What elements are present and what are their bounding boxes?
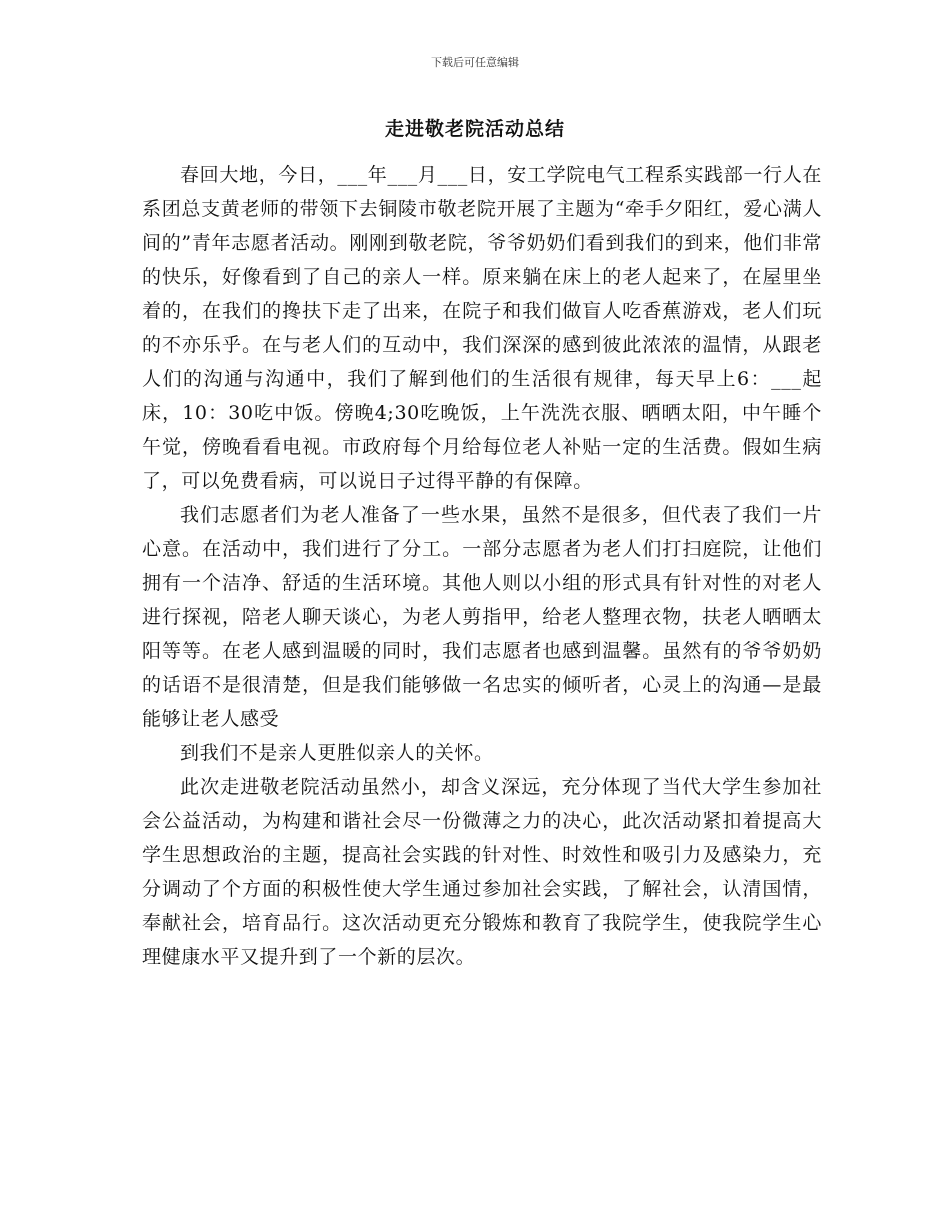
paragraph: 此次走进敬老院活动虽然小，却含义深远，充分体现了当代大学生参加社会公益活动，为构建和谐社会尽一份微薄之力的决心，此次活动紧扣着提高大学生思想政治的主题，提高社会实践的针对性、时效性和吸引力及感染力，充分调动了个方面的积极性使大学生通过参加社会实践，了解社会，认清国情，奉献社会，培育品行。这次活动更充分锻炼和教育了我院学生，使我院学生心理健康水平又提升到了一个新的层次。 xyxy=(142,776,822,968)
paragraph: 到我们不是亲人更胜似亲人的关怀。 xyxy=(180,742,494,764)
document-body xyxy=(142,158,822,974)
document-title: 走进敬老院活动总结 xyxy=(384,118,565,140)
paragraph: 我们志愿者们为老人准备了一些水果，虽然不是很多，但代表了我们一片心意。在活动中，我们进行了分工。一部分志愿者为老人们打扫庭院，让他们拥有一个洁净、舒适的生活环境。其他人则以小组的形式具有针对性的对老人进行探视，陪老人聊天谈心，为老人剪指甲，给老人整理衣物，扶老人晒晒太阳等等。在老人感到温暖的同时，我们志愿者也感到温馨。虽然有的爷爷奶奶的话语不是很清楚，但是我们能够做一名忠实的倾听者，心灵上的沟通—是最能够让老人感受 xyxy=(142,504,822,730)
paragraph: 春回大地，今日，___年___月___日，安工学院电气工程系实践部一行人在系团总支黄老师的带领下去铜陵市敬老院开展了主题为“牵手夕阳红，爱心满人间的”青年志愿者活动。刚刚到敬老院，爷爷奶奶们看到我们的到来，他们非常的快乐，好像看到了自己的亲人一样。原来躺在床上的老人起来了，在屋里坐着的，在我们的搀扶下走了出来，在院子和我们做盲人吃香蕉游戏，老人们玩的不亦乐乎。在与老人们的互动中，我们深深的感到彼此浓浓的温情，从跟老人们的沟通与沟通中，我们了解到他们的生活很有规律，每天早上6：___起床，10：30吃中饭。傍晚4;30吃晚饭，上午洗洗衣服、晒晒太阳，中午睡个午觉，傍晚看看电视。市政府每个月给每位老人补贴一定的生活费。假如生病了，可以免费看病，可以说日子过得平静的有保障。 xyxy=(142,164,822,492)
header-note: 下载后可任意编辑 xyxy=(431,56,519,69)
